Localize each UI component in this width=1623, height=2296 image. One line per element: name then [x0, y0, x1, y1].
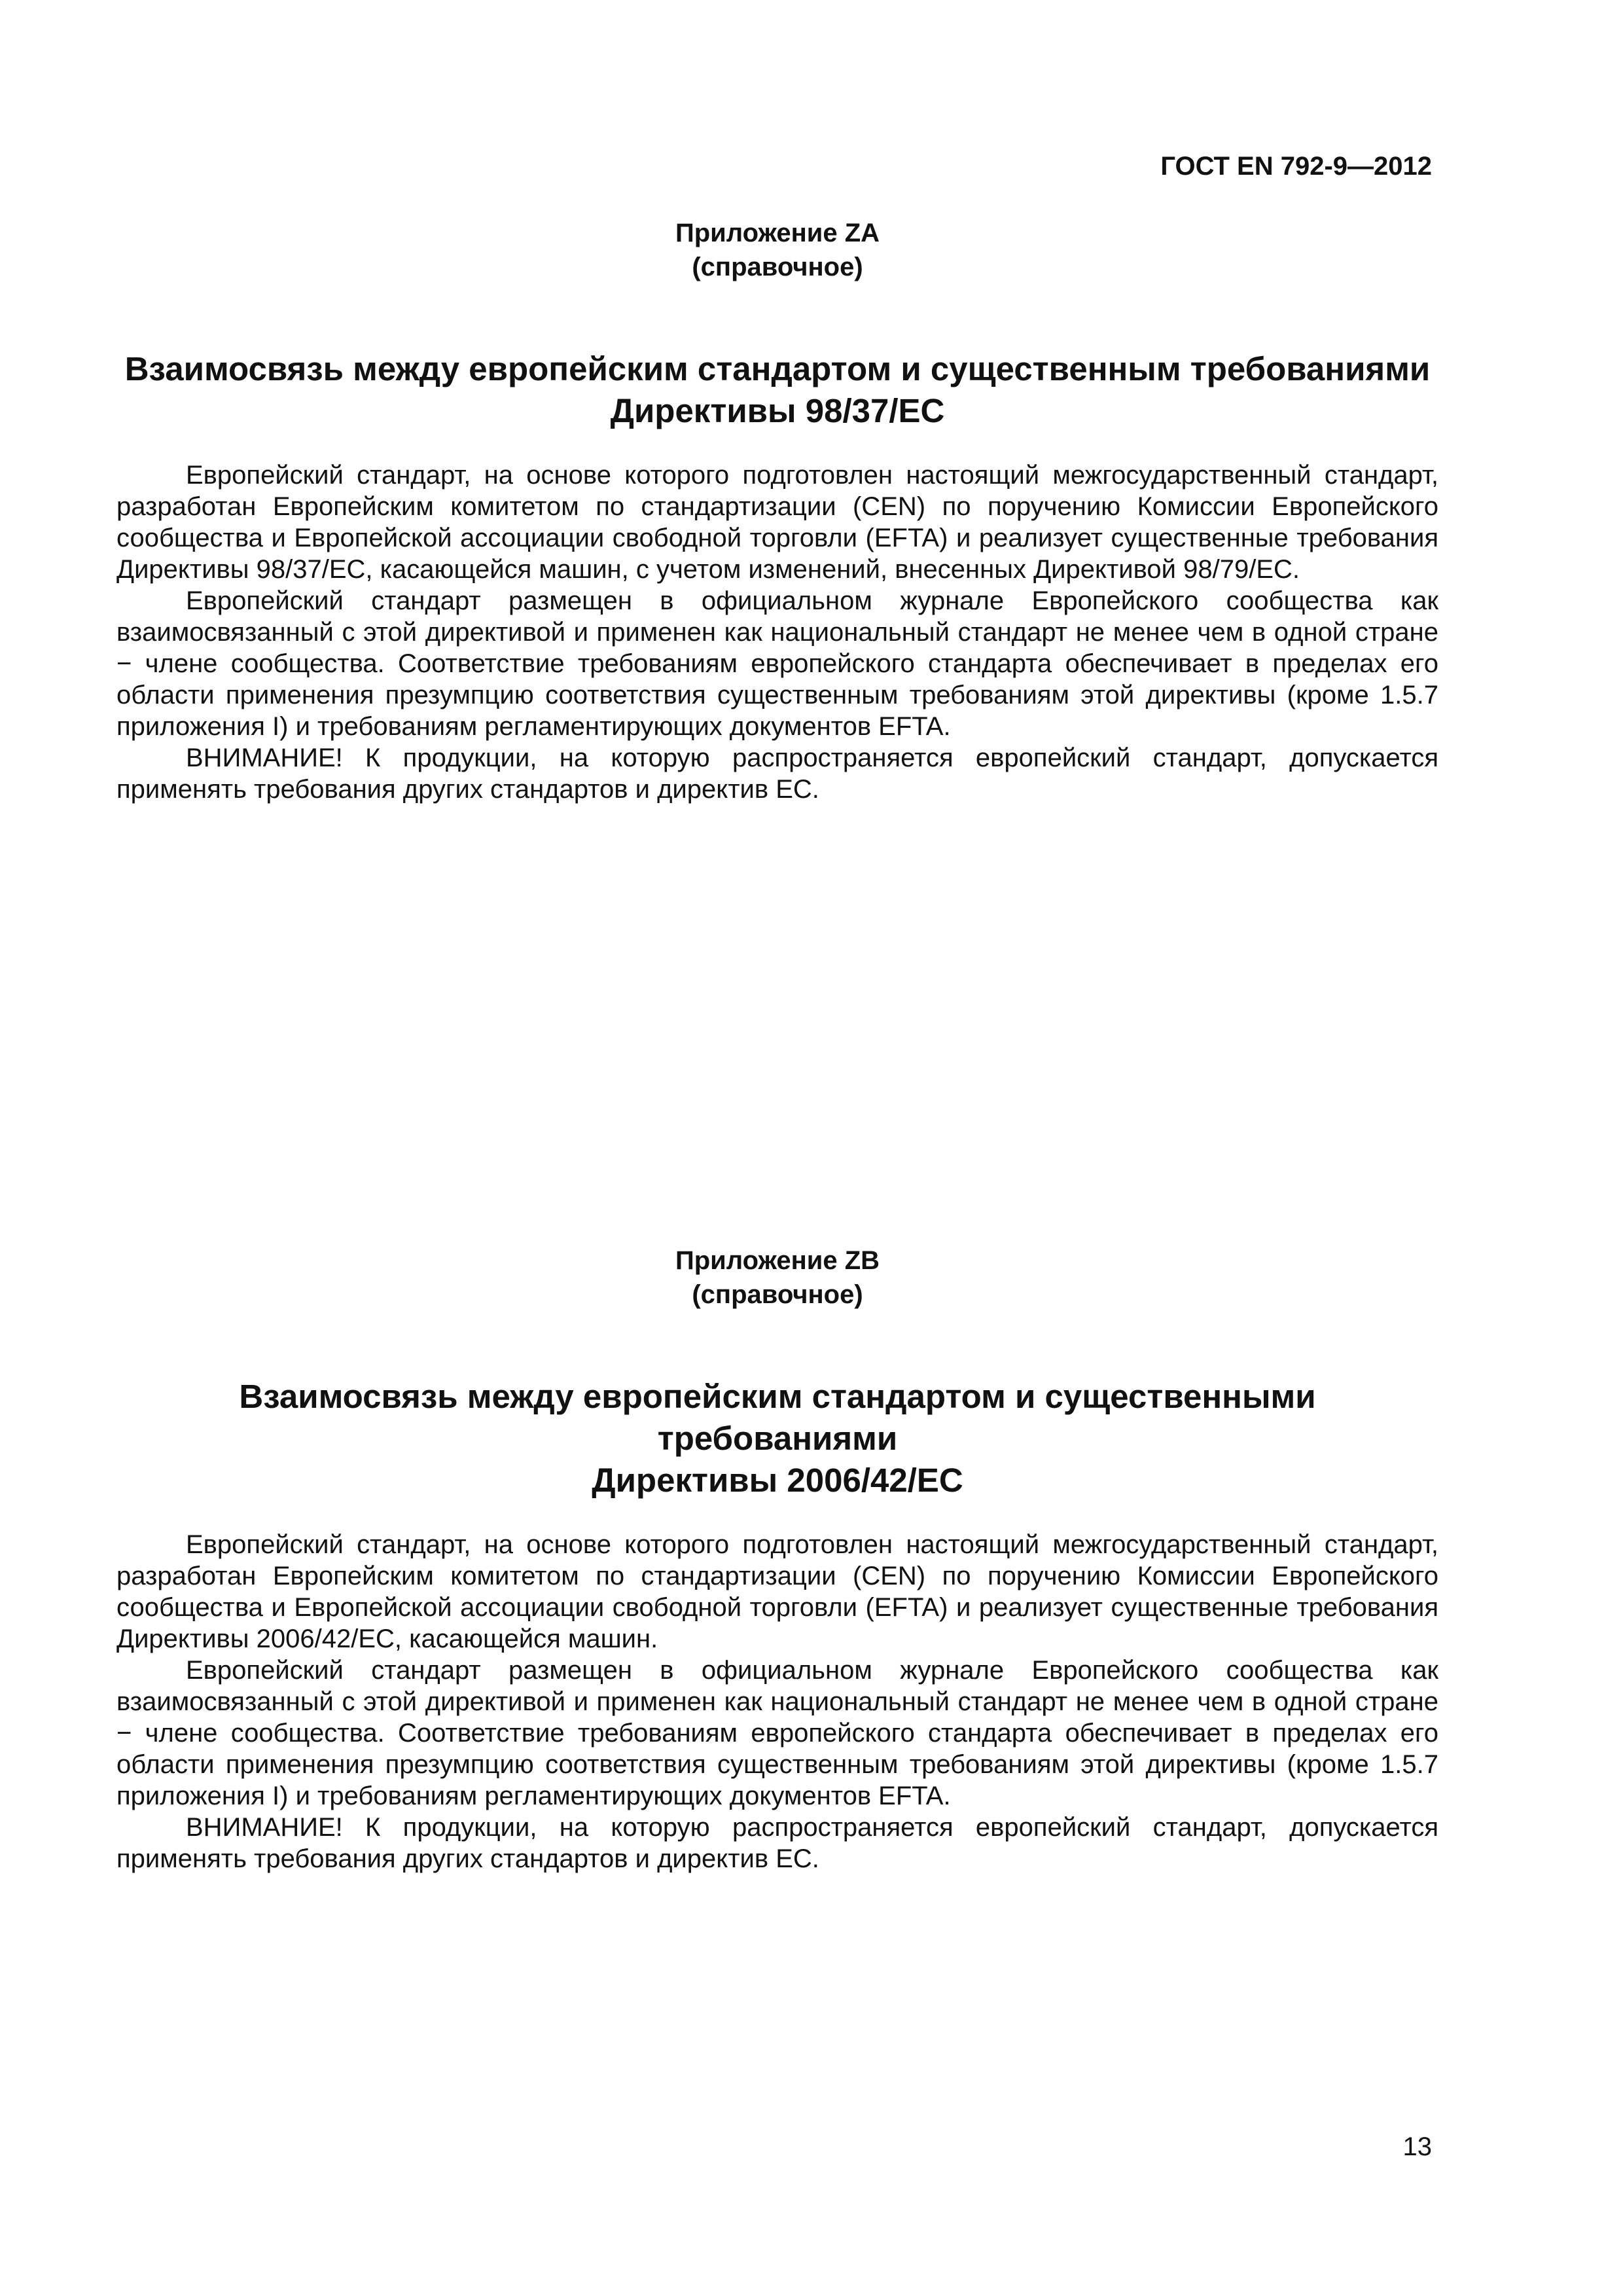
annex-zb-section — [116, 1244, 1438, 1874]
annex-zb-paragraph-3: ВНИМАНИЕ! К продукции, на которую распространяется европейский стандарт, допускается применять требования других стандартов и директив ЕС. — [116, 1813, 1438, 1873]
annex-za-paragraph-3: ВНИМАНИЕ! К продукции, на которую распространяется европейский стандарт, допускается применять требования других стандартов и директив ЕС. — [116, 744, 1438, 804]
annex-za-body — [116, 459, 1438, 805]
page-number: 13 — [1402, 2132, 1432, 2161]
annex-zb-paragraph-1: Европейский стандарт, на основе которого подготовлен настоящий межгосударственный стандарт, разработан Европейским комитетом по стандартизации (CEN) по поручению Комиссии Европейского сообщества и Европейской ассоциации свободной торговли (EFTA) и реализует существенные требования Директивы 2006/42/ЕС, касающейся машин. — [116, 1530, 1438, 1653]
annex-za-label: Приложение ZA — [675, 219, 880, 247]
annex-za-section — [116, 216, 1438, 805]
annex-zb-title-line1: Взаимосвязь между европейским стандартом и существенными требованиями — [239, 1378, 1316, 1457]
annex-za-title-line2: Директивы 98/37/ЕС — [610, 392, 945, 429]
annex-za-title-line1: Взаимосвязь между европейским стандартом и существенным требованиями — [124, 350, 1431, 387]
annex-za-status: (справочное) — [692, 253, 863, 281]
annex-za-paragraph-1: Европейский стандарт, на основе которого подготовлен настоящий межгосударственный стандарт, разработан Европейским комитетом по стандартизации (CEN) по поручению Комиссии Европейского сообщества и Европейской ассоциации свободной торговли (EFTA) и реализует существенные требования Директивы 98/37/ЕС, касающейся машин, с учетом изменений, внесенных Директивой 98/79/ЕС. — [116, 461, 1438, 584]
annex-zb-title-line2: Директивы 2006/42/ЕС — [592, 1462, 963, 1499]
annex-zb-title — [116, 1376, 1438, 1501]
annex-zb-label: Приложение ZB — [675, 1246, 880, 1275]
annex-zb-body — [116, 1529, 1438, 1874]
document-code-header: ГОСТ EN 792-9—2012 — [1160, 152, 1432, 181]
annex-zb-paragraph-2: Европейский стандарт размещен в официальном журнале Европейского сообщества как взаимосвязанный с этой директивой и применен как национальный стандарт не менее чем в одной стране − члене сообщества. Соответствие требованиям европейского стандарта обеспечивает в пределах его области применения презумпцию соответствия существенным требованиям этой директивы (кроме 1.5.7 приложения I) и требованиям регламентирующих документов EFTA. — [116, 1656, 1438, 1810]
annex-zb-status: (справочное) — [692, 1280, 863, 1309]
annex-za-title — [116, 348, 1438, 432]
annex-za-paragraph-2: Европейский стандарт размещен в официальном журнале Европейского сообщества как взаимосвязанный с этой директивой и применен как национальный стандарт не менее чем в одной стране − члене сообщества. Соответствие требованиям европейского стандарта обеспечивает в пределах его области применения презумпцию соответствия существенным требованиям этой директивы (кроме 1.5.7 приложения I) и требованиям регламентирующих документов EFTA. — [116, 586, 1438, 741]
